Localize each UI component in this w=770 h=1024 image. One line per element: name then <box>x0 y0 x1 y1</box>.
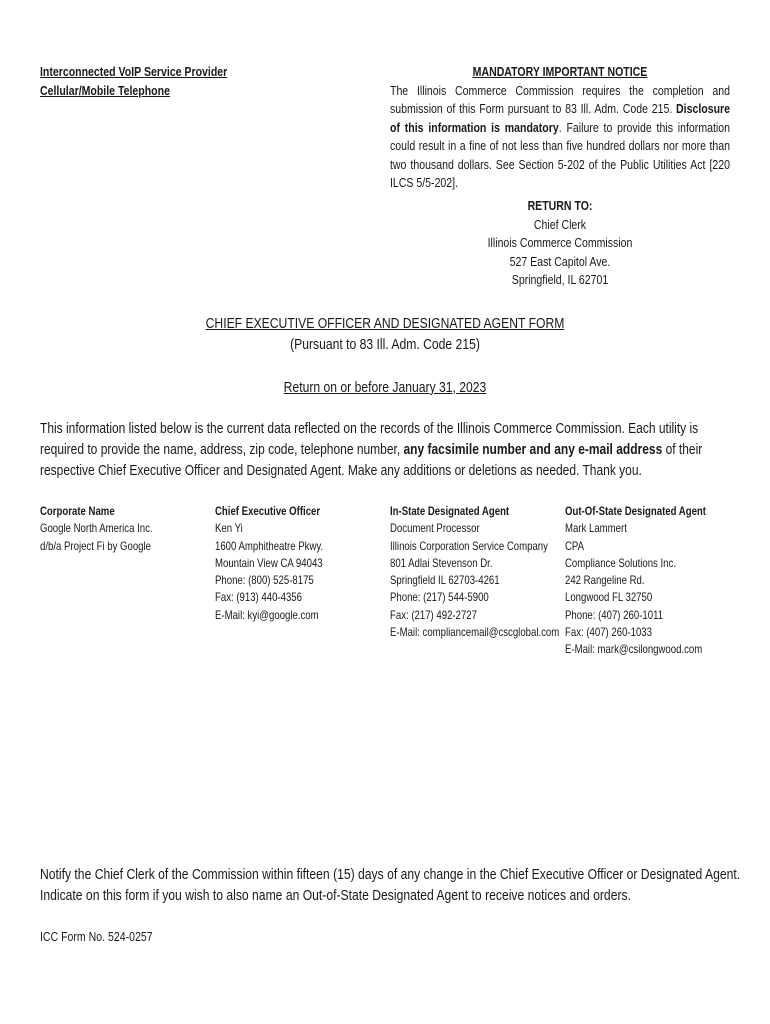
footer-notes <box>40 864 770 906</box>
column-line: Google North America Inc. <box>40 521 153 536</box>
column-line: Ken Yi <box>215 521 243 536</box>
form-title: CHIEF EXECUTIVE OFFICER AND DESIGNATED AGENT FORM <box>205 315 565 332</box>
ceo-column <box>215 503 350 624</box>
return-to-line: Springfield, IL 62701 <box>511 272 609 287</box>
intro-paragraph <box>40 418 727 481</box>
column-line: CPA <box>565 538 585 553</box>
return-to-line: 527 East Capitol Ave. <box>509 253 611 269</box>
column-line: Compliance Solutions Inc. <box>565 555 676 570</box>
form-title-block <box>0 313 770 355</box>
notice-text-part2: . Failure to provide this information could result in a fine of not less than five hundred dollars nor more than two thousand dollars. See Section 5-202 of the Public Utilities Act [220 ILCS 5/5-202]. <box>390 119 730 190</box>
column-line: Phone: (800) 525-8175 <box>215 573 314 588</box>
column-line: Phone: (217) 544-5900 <box>390 590 489 605</box>
column-header: Out-Of-State Designated Agent <box>565 504 706 518</box>
column-line: Fax: (217) 492-2727 <box>390 607 477 622</box>
column-line: Mark Lammert <box>565 521 627 536</box>
mandatory-notice <box>390 63 730 193</box>
footer-note: Notify the Chief Clerk of the Commission within fifteen (15) days of any change in the Chief Executive Officer or Designated Agent. <box>40 866 741 883</box>
notice-text <box>390 82 730 193</box>
return-to-line: Illinois Commerce Commission <box>487 235 633 250</box>
column-line: Mountain View CA 94043 <box>215 555 323 570</box>
column-line: E-Mail: compliancemail@cscglobal.com <box>390 625 560 640</box>
column-line: 242 Rangeline Rd. <box>565 573 645 588</box>
return-to-line: Chief Clerk <box>533 216 587 232</box>
column-line: d/b/a Project Fi by Google <box>40 538 151 553</box>
notice-title: MANDATORY IMPORTANT NOTICE <box>472 64 648 79</box>
out-of-state-agent-column <box>565 503 741 659</box>
notice-text-part1: The Illinois Commerce Commission requires the completion and submission of this Form pursuant to 83 Ill. Adm. Code 215. <box>390 82 730 116</box>
provider-type-header <box>40 63 274 100</box>
provider-type-line2: Cellular/Mobile Telephone <box>40 82 170 98</box>
column-line: 1600 Amphitheatre Pkwy. <box>215 538 324 553</box>
return-date-block <box>0 377 770 398</box>
form-number <box>40 928 181 947</box>
notice-text-bold: Disclosure of this information is mandatory <box>390 101 730 135</box>
return-date: Return on or before January 31, 2023 <box>283 379 487 396</box>
intro-part1: This information listed below is the current data reflected on the records of the Illinois Commerce Commission. Each utility is required to provide the name, address, zip code, telephone number, <box>40 420 699 458</box>
column-line: Fax: (913) 440-4356 <box>215 590 302 605</box>
return-to-address <box>390 197 730 290</box>
column-line: Phone: (407) 260-1011 <box>565 607 664 622</box>
column-line: Document Processor <box>390 521 480 536</box>
column-line: E-Mail: kyi@google.com <box>215 607 319 622</box>
column-line: 801 Adlai Stevenson Dr. <box>390 555 493 570</box>
column-line: Longwood FL 32750 <box>565 590 653 605</box>
column-line: Fax: (407) 260-1033 <box>565 625 652 640</box>
form-subtitle: (Pursuant to 83 Ill. Adm. Code 215) <box>290 336 480 353</box>
column-header: In-State Designated Agent <box>390 504 510 518</box>
return-to-label: RETURN TO: <box>527 198 593 213</box>
column-line: Illinois Corporation Service Company <box>390 538 548 553</box>
column-header: Corporate Name <box>40 504 115 518</box>
form-number-text: ICC Form No. 524-0257 <box>40 929 153 944</box>
column-line: Springfield IL 62703-4261 <box>390 573 500 588</box>
footer-note: Indicate on this form if you wish to also name an Out-of-State Designated Agent to receive notices and orders. <box>40 887 631 904</box>
column-header: Chief Executive Officer <box>215 504 321 518</box>
column-line: E-Mail: mark@csilongwood.com <box>565 642 703 657</box>
corporate-name-column <box>40 503 181 555</box>
intro-part2: of their respective Chief Executive Officer and Designated Agent. Make any additions or deletions as needed. Thank you. <box>40 441 703 479</box>
provider-type-line1: Interconnected VoIP Service Provider <box>40 64 228 79</box>
intro-bold: any facsimile number and any e-mail address <box>403 441 663 458</box>
